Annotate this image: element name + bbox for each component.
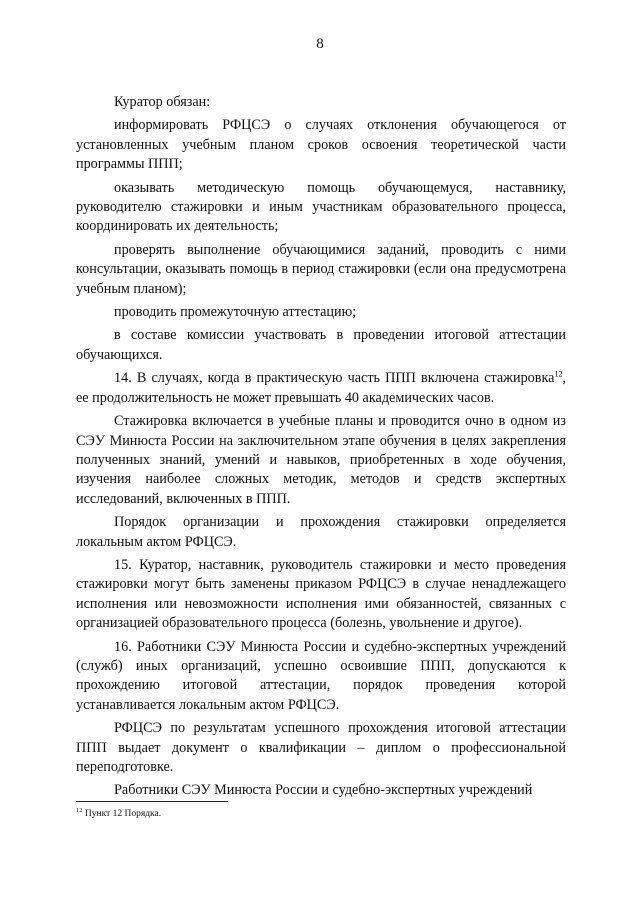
footnote-divider — [76, 801, 228, 802]
page-number: 8 — [316, 36, 324, 52]
paragraph-intermediate-attestation: проводить промежуточную аттестацию; — [114, 304, 357, 321]
footnote — [76, 808, 161, 820]
paragraph-internship-plans: Стажировка включается в учебные планы и проводится очно в одном из СЭУ Минюста России на заключительном этапе обучения в целях закрепления полученных знаний, умений и навыков, приобретенных в ходе обучения, изучения наиболее сложных методик, методов и средств экспертных исследований, включенных в ППП. — [76, 413, 566, 507]
paragraph-item-16: 16. Работники СЭУ Минюста России и судебно-экспертных учреждений (служб) иных организаций, успешно освоившие ППП, допускаются к прохождению итоговой аттестации, порядок проведения которой устанавливается локальным актом РФЦСЭ. — [76, 638, 566, 713]
paragraph-employees-continued: Работники СЭУ Минюста России и судебно-экспертных учреждений — [114, 782, 533, 799]
footnote-mark: 12 — [76, 806, 83, 814]
item-14-text-end: , ее продолжительность не может превышать 40 академических часов. — [76, 370, 566, 406]
paragraph-curator-duties-heading: Куратор обязан: — [114, 94, 211, 110]
paragraph-check-assignments: проверять выполнение обучающимися заданий, проводить с ними консультации, оказывать помощь в период стажировки (если она предусмотрена учебным планом); — [76, 241, 566, 297]
paragraph-diploma: РФЦСЭ по результатам успешного прохождения итоговой аттестации ППП выдает документ о квалификации – диплом о профессиональной переподготовке. — [76, 720, 566, 775]
paragraph-item-14 — [76, 369, 566, 408]
paragraph-internship-procedure: Порядок организации и прохождения стажировки определяется локальным актом РФЦСЭ. — [76, 514, 566, 550]
paragraph-final-attestation-commission: в составе комиссии участвовать в проведении итоговой аттестации обучающихся. — [76, 327, 566, 363]
paragraph-inform-rfcse: информировать РФЦСЭ о случаях отклонения обучающегося от установленных учебным планом сроков освоения теоретической части программы ППП; — [76, 117, 566, 173]
item-14-text-start: 14. В случаях, когда в практическую часть ППП включена стажировка — [114, 370, 555, 387]
footnote-reference[interactable]: 12 — [554, 369, 563, 379]
footnote-text: Пункт 12 Порядка. — [82, 809, 162, 819]
paragraph-methodical-help: оказывать методическую помощь обучающемуся, наставнику, руководителю стажировки и иным участникам образовательного процесса, координировать их деятельность; — [76, 179, 566, 235]
body-text — [76, 93, 566, 801]
paragraph-item-15: 15. Куратор, наставник, руководитель стажировки и место проведения стажировки могут быть заменены приказом РФЦСЭ в случае ненадлежащего исполнения или невозможности исполнения ими обязанностей, связанных с организацией образовательного процесса (болезнь, увольнение и другое). — [76, 556, 566, 632]
